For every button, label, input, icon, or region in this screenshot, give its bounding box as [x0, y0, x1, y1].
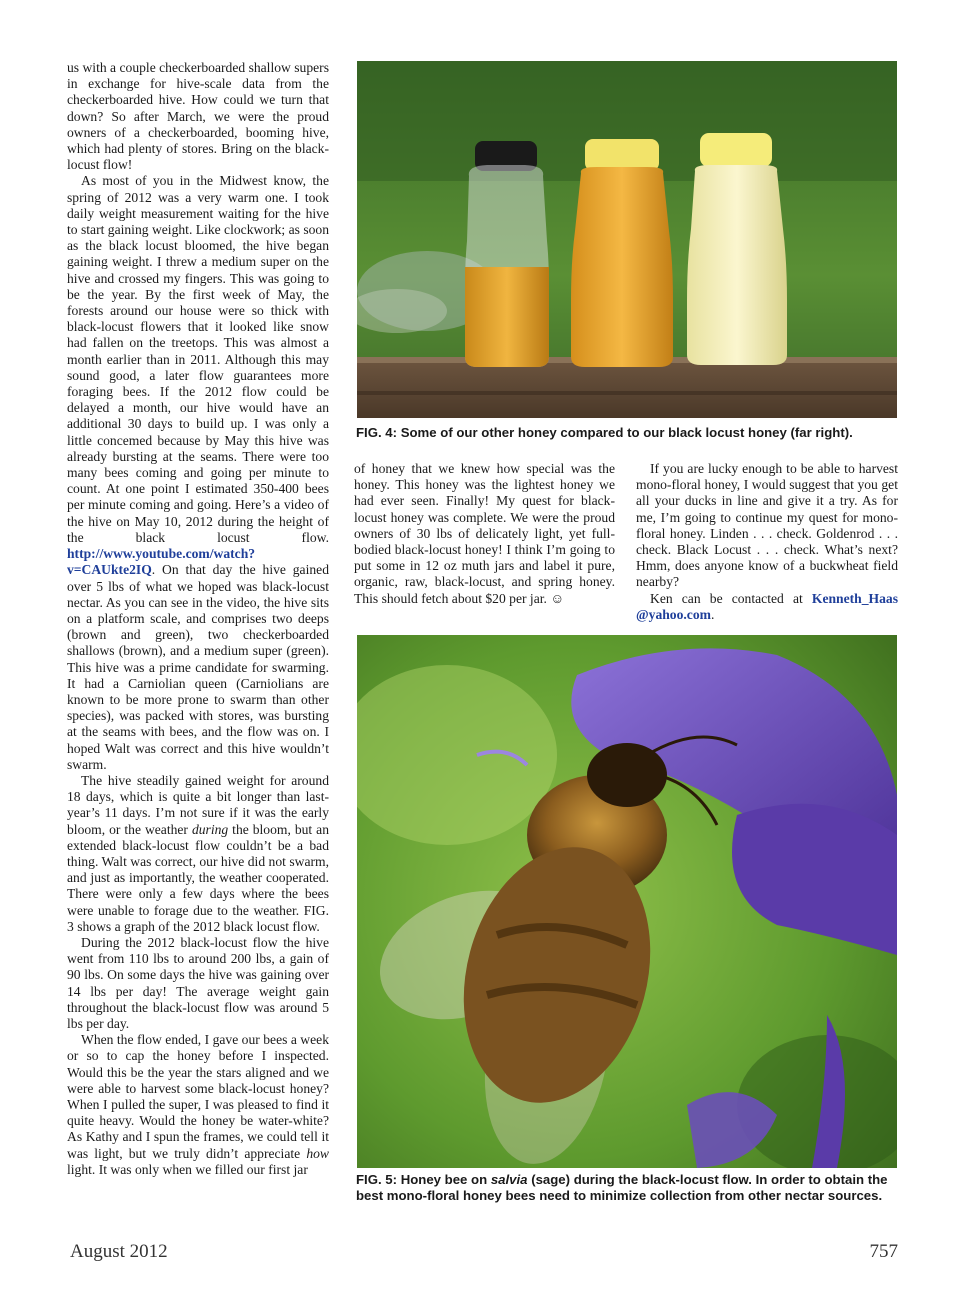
figure-4-caption: FIG. 4: Some of our other honey compared to our black locust honey (far right). [356, 425, 853, 440]
paragraph [67, 1032, 329, 1178]
paragraph [636, 591, 898, 623]
figure-5-caption [356, 1172, 901, 1205]
paragraph-text: . [710, 606, 715, 622]
caption-text: (sage) during the black-locust flow. In order to obtain the best mono-floral honey bees need to minimize collection from other nectar sources. [356, 1172, 888, 1204]
paragraph: During the 2012 black-locust flow the hive went from 110 lbs to around 200 lbs, a gain of 90 lbs. On some days the hive was gaining over 14 lbs per day! The average weight gain throughout the black-locust flow was around 5 lbs per day. [67, 934, 329, 1031]
honey-jars-photo [357, 61, 897, 418]
caption-emphasis: salvia [490, 1172, 528, 1187]
right-column [636, 461, 898, 623]
paragraph: us with a couple checkerboarded shallow supers in exchange for hive-scale data from the checkerboarded hive. How could we turn that down? So after March, we were the proud owners of a checkerboarded, booming hive, which had plenty of stores. Bring on the black-locust flow! [67, 60, 329, 173]
paragraph: If you are lucky enough to be able to harvest mono-floral honey, I would suggest that you get all your ducks in line and give it a try. As for me, I’m going to continue my quest for mono-floral honey. Linden . . . check. Goldenrod . . . check. Black Locust . . . check. What’s next? Hmm, does anyone know of a buckwheat field nearby? [636, 461, 898, 590]
paragraph-text: As most of you in the Midwest know, the spring of 2012 was a very warm one. I took daily weight measurement waiting for the hive to start gaining weight. Like clockwork; as soon as the black locust bloomed, the hive began gaining weight. I threw a medium super on the hive and crossed my fingers. This was going to be the year. By the first week of May, the forests around our house were so thick with black-locust flowers that it looked like snow had fallen on the treetops. This was almost a month earlier than in 2011. Although this may sound good, a later flow guarantees more foraging bees. If the 2012 flow could be delayed a month, our hive would have an additional 30 days to build up. I was only a little concemed because by May this hive was already bursting at the seams. There were too many bees coming and going per minute to count. At one point I estimated 350-400 bees per minute coming and going. Here’s a video of the hive on May 10, 2012 during the height of the black locust flow. [67, 173, 330, 545]
emphasis: how [306, 1145, 329, 1161]
bee-on-salvia-photo [357, 635, 897, 1168]
paragraph-text: . On that day the hive gained over 5 lbs of what we hoped was black-locust nectar. As you can see in the video, the hive sits on a platform scale, and comprises two deeps (brown and green), two checkerboarded shallows (brown), and a medium super (green). This hive was a prime candidate for swarming. It had a Carniolian queen (Carniolians are known to be more prone to swarm than other species), was packed with stores, was bursting at the seams with bees, and the flow was on. I hoped Walt was correct and this hive wouldn’t swarm. [67, 562, 329, 772]
paragraph-text: The hive steadily gained weight for around 18 days, which is quite a bit longer than last-year’s 11 days. I’m not sure if it was the early bloom, or the weather [67, 772, 329, 837]
bee-illustration [357, 635, 897, 1168]
paragraph-text: light. It was only when we filled our first jar [67, 1161, 308, 1177]
paragraph-text: When the flow ended, I gave our bees a week or so to cap the honey before I inspected. Would this be the year the stars aligned and we were able to harvest some black-locust honey? When I pulled the super, I was pleased to find it quite heavy. Would the honey be water-white? As Kathy and I spun the frames, we could tell it was light, but we truly didn’t appreciate [67, 1032, 329, 1161]
paragraph [67, 173, 329, 773]
left-column [67, 60, 329, 1178]
issue-date: August 2012 [70, 1241, 168, 1262]
caption-text: FIG. 5: Honey bee on [356, 1172, 488, 1187]
paragraph-text: the bloom, but an extended black-locust flow couldn’t be a bad thing. Walt was correct, our hive did not swarm, and just as importantly, the weather cooperated. There were only a few days where the bees were unable to forage due to the weather. FIG. 3 shows a graph of the 2012 black locust flow. [67, 821, 329, 934]
honey-jars-illustration [357, 61, 897, 418]
youtube-link[interactable]: http://www.youtube.com/watch?v=CAUkte2IQ [67, 546, 256, 578]
paragraph: of honey that we knew how special was the honey. This honey was the lightest honey we had ever seen. Finally! My quest for black-locust honey was complete. We were the proud owners of 30 lbs of delicately light, yet full-bodied black-locust honey! I think I’m going to put some in 12 oz muth jars and label it pure, organic, raw, black-locust, and spring honey. This should fetch about $20 per jar. ☺ [354, 461, 615, 606]
paragraph [67, 773, 329, 935]
paragraph-text: Ken can be contacted at [650, 590, 803, 606]
email-link[interactable]: Kenneth_Haas @yahoo.com [636, 590, 898, 622]
page-number: 757 [869, 1241, 898, 1262]
middle-column [354, 461, 615, 607]
emphasis: during [191, 821, 229, 837]
